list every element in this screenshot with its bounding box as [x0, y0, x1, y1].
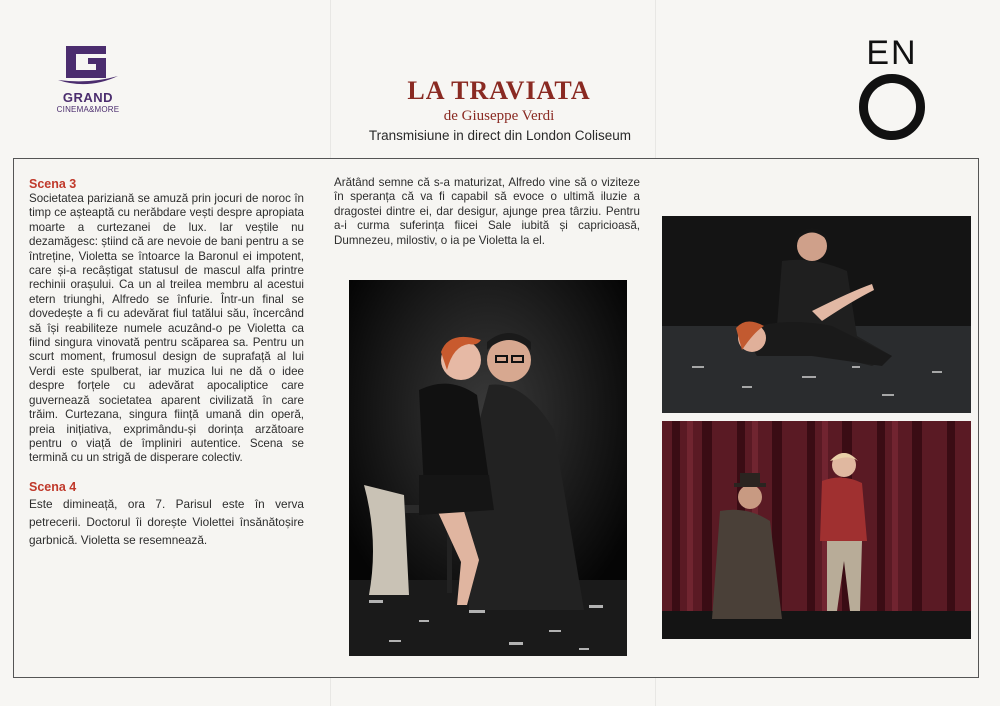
composer-subtitle: de Giuseppe Verdi	[443, 108, 555, 124]
scene-3-heading: Scena 3	[29, 177, 77, 191]
continuation-text: Arătând semne că s-a maturizat, Alfredo vine să o viziteze în speranța că va fi capabil să evoce o ultimă iluzie a dragostei dintre ei, dar desigur, ajunge prea târziu. Pentru a-i curma suferința fiicei Sale iubită și capricioasă, Dumnezeu, milostiv, o ia pe Violetta la el.	[334, 176, 640, 247]
transmission-line: Transmisiune in direct din London Coliseum	[368, 128, 632, 143]
grand-g-icon	[56, 42, 120, 86]
middle-column	[334, 176, 640, 248]
stage-photo-floor	[662, 216, 971, 413]
left-column	[29, 177, 304, 549]
grand-brand-name: GRAND	[62, 90, 114, 105]
stage-photo-couple	[349, 280, 627, 656]
scene-4-heading: Scena 4	[29, 479, 77, 494]
opera-title: LA TRAVIATA	[407, 76, 591, 105]
grand-cinema-logo	[48, 42, 128, 114]
eno-logo	[858, 36, 926, 140]
scene-4-text: Este dimineață, ora 7. Parisul este în verva petrecerii. Doctorul îi dorește Violettei însănătoșire garbnică. Violetta se resemnează.	[29, 496, 304, 547]
stage-photo-curtain	[662, 421, 971, 639]
eno-o-circle	[859, 74, 925, 140]
scene-3-text: Societatea pariziană se amuză prin jocuri de noroc în timp ce așteaptă cu nerăbdare vești despre apropiata moarte a curtezanei de lux. Iar veștile nu dezamăgesc: știind că are nevoie de bani pentru a se întreține, Violetta se întoarce la Baronul ei impotent, care și-a recâștigat statusul de mascul alfa printre rechinii orașului. Ca un al treilea membru al acestui etern triunghi, Alfredo se înfurie. Într-un final se dovedește a fi cu adevărat fiul tatălui său, încercând să își reabiliteze numele acuzând-o pe Violetta ca fiind singura vinovată pentru scăparea sa. Pentru un scurt moment, frumosul design de suprafață al lui Verdi este spulberat, iar muzica lui ne dă o idee despre forțele cu adevărat apocaliptice care guvernează societatea aparent civilizată în care trăim. Curtezana, singura ființă umană din operă, preia inițiativa, exprimându-și dorința arzătoare pentru o viață de împliniri autentice. Scena se termină cu un strigă de disperare colectiv.	[29, 192, 304, 465]
grand-tagline: CINEMA&MORE	[56, 105, 120, 114]
eno-letters: EN	[866, 34, 918, 72]
